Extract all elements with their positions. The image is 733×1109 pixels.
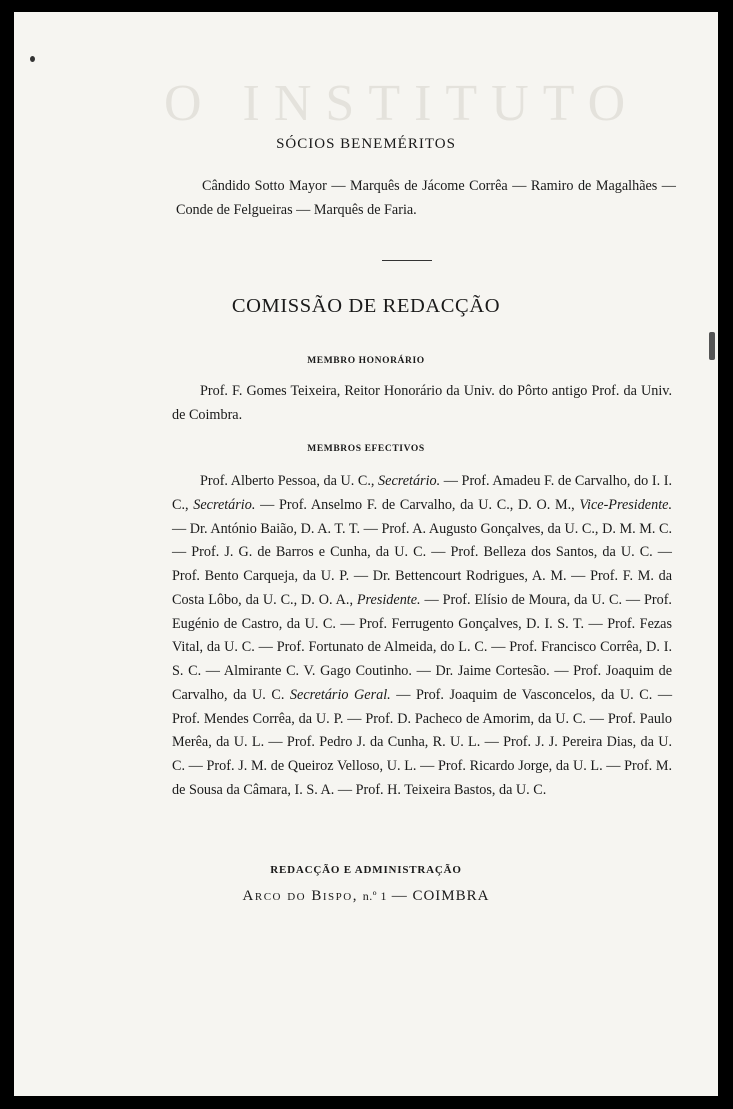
role-vice-presidente: Vice-Presidente.: [579, 496, 672, 513]
show-through-text: O INSTITUTO: [164, 75, 640, 132]
address-city: COIMBRA: [412, 888, 490, 904]
honorario-text: Prof. F. Gomes Teixeira, Reitor Honorário da Univ. do Pôrto antigo Prof. da Univ. de Coimbra.: [172, 383, 672, 423]
paper-speck: [30, 56, 35, 62]
honorario-heading: MEMBRO HONORÁRIO: [307, 356, 425, 366]
efectivos-heading: MEMBROS EFECTIVOS: [307, 444, 425, 454]
efectivos-text: — Prof. Anselmo F. de Carvalho, da U. C., D. O. M.,: [255, 496, 580, 513]
socios-heading: SÓCIOS BENEMÉRITOS: [276, 136, 456, 152]
efectivos-text: — Prof. Elísio de Moura, da U. C. — Prof. Eugénio de Castro, da U. C. — Prof. Ferrugento Gonçalves, D. I. S. T. — Prof. Fezas Vital, da U. C. — Prof. Fortunato de Almeida, do L. C. — Prof. Francisco Corrêa, D. I. S. C. — Almirante C. V. Gago Coutinho. — Dr. Jaime Cortesão. — Prof. Joaquim de Carvalho, da U. C.: [172, 591, 672, 703]
efectivos-text: — Dr. António Baião, D. A. T. T. — Prof. A. Augusto Gonçalves, da U. C., D. M. M. C. — Prof. J. G. de Barros e Cunha, da U. C. — Prof. Belleza dos Santos, da U. C. — Prof. Bento Carqueja, da U. P. — Dr. Bettencourt Rodrigues, A. M. — Prof. F. M. da Costa Lôbo, da U. C., D. O. A.,: [172, 520, 672, 608]
efectivos-text: — Prof. Amadeu F. de Carvalho, do I. I. C.,: [172, 473, 672, 513]
role-secretario: Secretário.: [193, 496, 256, 513]
role-secretario: Secretário.: [378, 473, 441, 489]
role-presidente: Presidente.: [356, 591, 421, 608]
efectivos-text: — Prof. Joaquim de Vasconcelos, da U. C. — Prof. Mendes Corrêa, da U. P. — Prof. D. Pacheco de Amorim, da U. C. — Prof. Paulo Merêa, da U. L. — Prof. Pedro J. da Cunha, R. U. L. — Prof. J. J. Pereira Dias, da U. C. — Prof. J. M. de Queiroz Velloso, U. L. — Prof. Ricardo Jorge, da U. L. — Prof. M. de Sousa da Câmara, I. S. A. — Prof. H. Teixeira Bastos, da U. C.: [172, 686, 673, 798]
socios-list: Cândido Sotto Mayor — Marquês de Jácome Corrêa — Ramiro de Magalhães — Conde de Felgueiras — Marquês de Faria.: [176, 178, 676, 218]
document-page: [14, 12, 718, 1096]
paper-mark: [709, 332, 715, 360]
address: [14, 888, 718, 905]
address-street: Arco do Bispo,: [242, 888, 358, 904]
section-divider: [382, 260, 432, 261]
address-number: n.º 1: [362, 889, 387, 903]
address-dash: —: [386, 888, 413, 904]
redaccao-heading: REDACÇÃO E ADMINISTRAÇÃO: [270, 864, 462, 876]
comissao-heading: COMISSÃO DE REDACÇÃO: [231, 295, 501, 317]
efectivos-text: Prof. Alberto Pessoa, da U. C.,: [200, 473, 379, 489]
efectivos-list: [172, 470, 672, 803]
role-secretario-geral: Secretário Geral.: [289, 686, 391, 703]
